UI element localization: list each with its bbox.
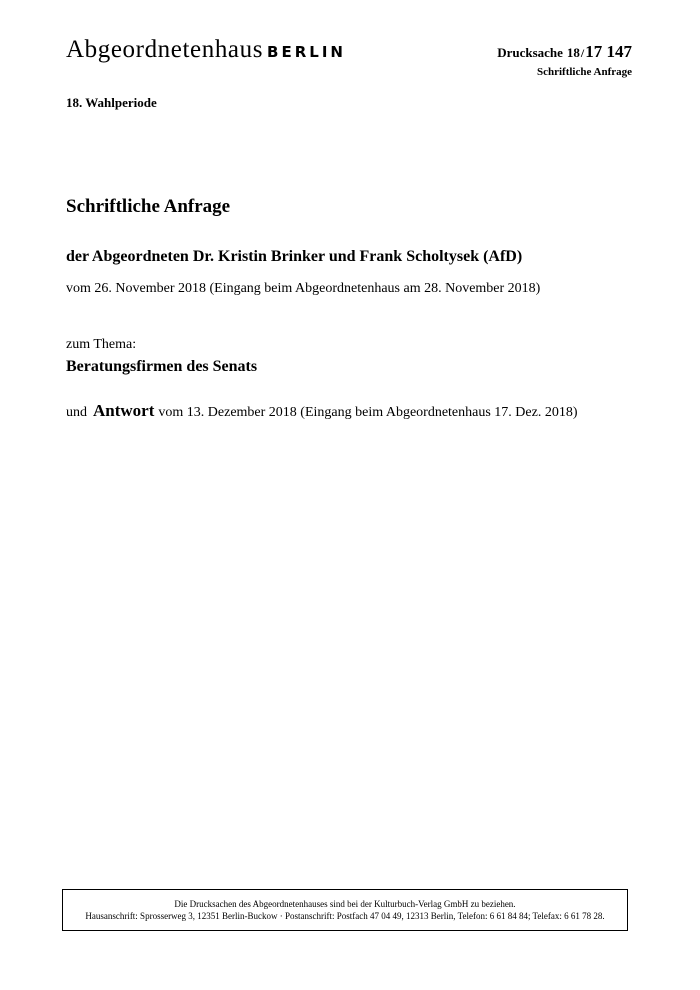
parliament-logo — [66, 36, 346, 64]
footer-line-2: Hausanschrift: Sprosserweg 3, 12351 Berlin-Buckow · Postanschrift: Postfach 47 04 49, 12313 Berlin, Telefon: 6 61 84 84; Telefax: 6 61 78 28. — [85, 911, 605, 921]
logo-city: BERLIN — [267, 43, 346, 61]
footer-box — [62, 889, 628, 931]
answer-line — [66, 401, 578, 421]
footer-line-1: Die Drucksachen des Abgeordnetenhauses sind bei der Kulturbuch-Verlag GmbH zu beziehen. — [174, 899, 516, 909]
submission-date-line: vom 26. November 2018 (Eingang beim Abgeordnetenhaus am 28. November 2018) — [66, 281, 541, 296]
answer-date: vom 13. Dezember 2018 (Eingang beim Abgeordnetenhaus 17. Dez. 2018) — [158, 405, 578, 420]
answer-prefix: und — [66, 405, 87, 420]
legislative-period: 18. Wahlperiode — [66, 95, 157, 110]
drucksache-period: 18 — [566, 45, 580, 60]
document-title: Schriftliche Anfrage — [66, 196, 231, 217]
drucksache-slash: / — [580, 46, 585, 60]
drucksache-number — [497, 42, 632, 62]
answer-word: Antwort — [93, 401, 155, 420]
authors-line: der Abgeordneten Dr. Kristin Brinker und Frank Scholtysek (AfD) — [66, 248, 523, 265]
drucksache-id: 17 147 — [585, 42, 632, 61]
drucksache-label: Drucksache — [497, 45, 563, 60]
topic-title: Beratungsfirmen des Senats — [66, 358, 258, 375]
logo-wordmark: Abgeordnetenhaus — [66, 36, 264, 63]
topic-label: zum Thema: — [66, 337, 137, 352]
document-type-label: Schriftliche Anfrage — [536, 66, 632, 78]
